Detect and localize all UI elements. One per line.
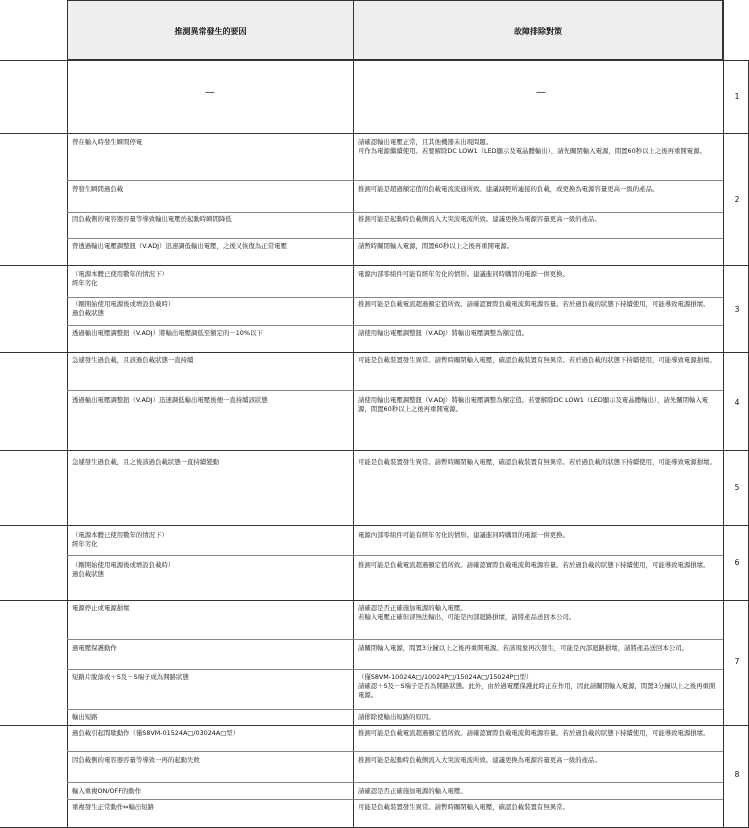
remedy-cell: 請使用輸出電壓調整鈕（V.ADJ）將輸出電壓調整為額定值。若要解除DC LOW1（LED顯示及電晶體輸出），請先關閉輸入電源，間置60秒以上之後再重開電源。 (358, 396, 709, 413)
column-border-right (723, 0, 724, 828)
header-remedy-title: 故障排除對策 (514, 27, 562, 36)
cause-cell: 重複發生正常動作⇔輸出短路 (72, 803, 155, 811)
remedy-cell: （僅S8VM-10024A□/10024P□/15024A□/15024P□型） 請確認＋S及－S端子是否為開路狀態。此外，由於過電壓保護此時正在作用，因此請關閉輸入電源，間置3分鐘以上之後再重開電源。 (358, 673, 716, 699)
cause-cell: （電源本體已使用數年的情況下） 經年劣化 (72, 270, 168, 287)
cause-cell: 電源停止或電源損壞 (72, 604, 130, 612)
row-separator (67, 639, 723, 640)
cause-cell: 輸入重複ON/OFF的動作 (72, 787, 142, 795)
header-cause-title: 推測異常發生的要因 (174, 27, 247, 36)
group-number: 4 (734, 398, 740, 407)
remedy-cell: 請確認輸出電壓正常，且其他機器未出現問題。 可作為電源繼續使用。若要解除DC LOW1（LED顯示及電晶體輸出），請先關閉輸入電源，間置60秒以上之後再重開電源。 (358, 138, 706, 155)
cause-cell: 因負載側的電容器容量等導致一再的起動失敗 (72, 756, 200, 764)
remedy-cell: 請關閉輸入電源，間置3分鐘以上之後再重開電源。若該現象再次發生，可能是內部迴路損壞，請將產品送回本公司。 (358, 644, 688, 652)
row-separator (67, 669, 723, 670)
remedy-cell: 推測可能是負載電流超過額定值所致。請確認實際負載電流與電源容量。若於過負載的狀態下持續使用，可能導致電源損壞。 (358, 300, 710, 308)
cause-cell: 因負載側的電容器容量等導致輸出電壓於起動時瞬間降低 (72, 215, 232, 223)
group-separator (0, 60, 749, 61)
group-number: 7 (734, 657, 740, 666)
remedy-cell: 請使用輸出電壓調整鈕（V.ADJ）將輸出電壓調整為額定值。 (358, 329, 529, 337)
cause-cell: （剛開始使用電源後或增設負載時） 過負載狀態 (72, 300, 175, 317)
cause-cell: （電源本體已使用數年的情況下） 經年劣化 (72, 531, 168, 548)
group-number: 3 (734, 305, 740, 314)
group-separator (0, 525, 749, 526)
group-separator (0, 352, 749, 353)
row-separator (67, 180, 723, 181)
group-number: 2 (734, 195, 740, 204)
cause-cell: 曾發生瞬間過負載 (72, 185, 124, 193)
cause-cell: （剛開始使用電源後或增設負載時） 過負載狀態 (72, 561, 175, 578)
remedy-cell: 請確認是否正確施加電源的輸入電壓。 若輸入電壓正確但卻無法輸出，可能是內部迴路損壞，請將產品送回本公司。 (358, 604, 576, 621)
cause-cell: 曾在輸入時發生瞬間停電 (72, 138, 143, 146)
remedy-cell: 可能是負載裝置發生異常。請暫時關閉輸入電壓，確認負載裝置有無異常。若於過負載的狀態下持續使用，可能導致電源損壞。 (358, 458, 716, 466)
column-border-middle (353, 0, 354, 828)
cause-cell: 過電壓保護動作 (72, 644, 117, 652)
remedy-cell: 推測可能是超過額定值的負載電流流通所致。建議減輕所連接的負載，或更換為電源容量更高一級的產品。 (358, 185, 659, 193)
remedy-cell: 請暫時關閉輸入電源，間置60秒以上之後再重開電源。 (358, 242, 514, 250)
row-separator (67, 751, 723, 752)
group-number: 1 (734, 92, 740, 101)
cause-cell: 輸出短路 (72, 713, 98, 721)
cause-cell: 短路片脫落或＋S及－S端子成為開路狀態 (72, 673, 189, 681)
row-separator (67, 709, 723, 710)
remedy-cell: 推測可能是起動時負載側流入大突波電流所致。建議更換為電源容量更高一級的產品。 (358, 756, 601, 764)
group-number: 6 (734, 558, 740, 567)
group-number: 5 (734, 483, 740, 492)
group-separator (0, 133, 749, 134)
remedy-cell: 請排除使輸出短路的原因。 (358, 713, 435, 721)
cause-cell: 透過輸出電壓調整鈕（V.ADJ）將輸出電壓調低至額定的－10%以下 (72, 329, 263, 337)
row-separator (67, 799, 723, 800)
remedy-cell: 電源內部零組件可能有經年劣化的情形。建議進同時購買的電源一併更換。 (358, 531, 569, 539)
placeholder-cause-dash: — (205, 87, 215, 98)
row-separator (67, 782, 723, 783)
group-separator (0, 725, 749, 726)
cause-cell: 過負載引起間歇動作（僅S8VM-01524A□/03024A□型） (72, 729, 240, 737)
row-separator (67, 238, 723, 239)
remedy-cell: 可能是負載裝置發生異常。請暫時關閉輸入電壓，確認負載裝置有無異常。 (358, 803, 569, 811)
remedy-cell: 推測可能是負載電流超過額定值所致。請確認實際負載電流與電源容量。若於過負載的狀態下持續使用，可能導致電源損壞。 (358, 729, 710, 737)
remedy-cell: 可能是負載裝置發生異常。請暫時關閉輸入電壓，確認負載裝置有無異常。若於過負載的狀態下持續使用，可能導致電源損壞。 (358, 356, 716, 364)
row-separator (67, 555, 723, 556)
column-border-left (67, 0, 68, 828)
group-number: 8 (734, 770, 740, 779)
cause-cell: 急遽發生過負載，且之後該過負載狀態一直持續變動 (72, 458, 219, 466)
row-separator (67, 297, 723, 298)
placeholder-remedy-dash: — (536, 87, 546, 98)
row-separator (67, 325, 723, 326)
cause-cell: 曾透過輸出電壓調整鈕（V.ADJ）迅速調低輸出電壓，之後又恢復為正常電壓 (72, 242, 287, 250)
row-separator (67, 212, 723, 213)
remedy-cell: 推測可能是負載電流超過額定值所致。請確認實際負載電流與電源容量。若於過負載的狀態下持續使用，可能導致電源損壞。 (358, 561, 710, 569)
remedy-cell: 電源內部零組件可能有經年劣化的情形。建議進同時購買的電源一併更換。 (358, 270, 569, 278)
row-separator (67, 390, 723, 391)
group-separator (0, 600, 749, 601)
cause-cell: 透過輸出電壓調整鈕（V.ADJ）迅速調低輸出電壓後便一直持續該狀態 (72, 396, 268, 404)
group-separator (0, 450, 749, 451)
group-separator (0, 265, 749, 266)
remedy-cell: 推測可能是起動時負載側流入大突波電流所致。建議更換為電源容量更高一級的產品。 (358, 215, 601, 223)
cause-cell: 急遽發生過負載，且該過負載狀態一直持續 (72, 356, 194, 364)
remedy-cell: 請確認是否正確施加電源的輸入電壓。 (358, 787, 467, 795)
